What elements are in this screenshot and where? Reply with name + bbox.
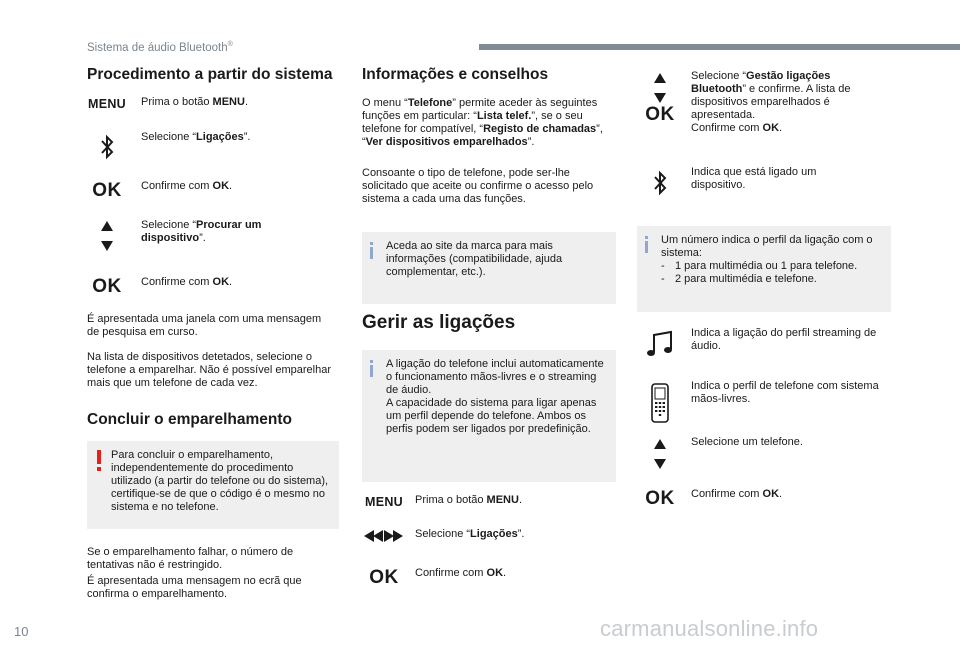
step-bluetooth: Selecione “Ligações”. — [87, 130, 337, 164]
para-mensagem: É apresentada uma mensagem no ecrã que confirma o emparelhamento. — [87, 575, 302, 600]
para-menu-telefone: O menu “Telefone” permite aceder às seguintes funções em particular: “Lista telef.”, se o seu telefone for compatível, “Registo de chamadas”, “Ver dispositivos emparelhados”. — [362, 97, 603, 148]
running-header: Sistema de áudio Bluetooth® — [87, 41, 233, 54]
step-ok-4: OK Confirme com OK. — [640, 486, 890, 510]
bluetooth-icon — [87, 130, 127, 164]
up-down-arrows-icon — [640, 70, 680, 106]
para-consoante: Consoante o tipo de telefone, pode ser-lhe solicitado que aceite ou confirme o acesso pelo sistema a cada uma das funções. — [362, 167, 594, 205]
step-menu: MENU Prima o botão MENU. — [87, 94, 337, 116]
info-box-2 — [362, 350, 616, 482]
ok-button-icon: OK — [645, 487, 675, 509]
page-number: 10 — [14, 624, 29, 639]
info-box-1 — [362, 232, 616, 304]
ok-button-icon: OK — [92, 275, 122, 297]
step-selecione-telefone: Selecione um telefone. — [640, 436, 890, 472]
para-janela: É apresentada uma janela com uma mensagem de pesquisa em curso. — [87, 313, 322, 338]
step-ok-3: OK Confirme com OK. — [362, 565, 616, 589]
bluetooth-icon — [640, 166, 680, 200]
watermark: carmanualsonline.info — [600, 616, 819, 641]
step-ok-2: OK Confirme com OK. — [87, 274, 337, 298]
heading-procedimento: Procedimento a partir do sistema — [87, 66, 333, 83]
info-text-2: A ligação do telefone inclui automaticamente o funcionamento mãos-livres e o streaming de áudio. A capacidade do sistema para ligar apenas um perfil depende do telefone. Ambos os perfis podem ser ligados por predefinição. — [386, 358, 604, 435]
step-streaming: Indica a ligação do perfil streaming de áudio. — [640, 327, 890, 361]
step-up-down: Selecione “Procurar um dispositivo”. — [87, 218, 337, 254]
menu-button-icon: MENU — [87, 96, 126, 111]
ok-button-icon: OK — [92, 179, 122, 201]
up-down-arrows-icon — [640, 436, 680, 472]
ok-button-icon: OK — [645, 103, 675, 125]
para-falhar: Se o emparelhamento falhar, o número de tentativas não é restringido. — [87, 546, 294, 571]
step-gestao: Selecione “Gestão ligações Bluetooth” e confirme. A lista de dispositivos emparelhados é apresentada. Confirme com OK. — [640, 70, 890, 106]
menu-button-icon: MENU — [364, 494, 403, 509]
left-right-arrows-icon — [362, 526, 406, 546]
ok-icon-row — [640, 102, 680, 126]
warning-text: Para concluir o emparelhamento, independentemente do procedimento utilizado (a partir do telefone ou do sistema), certifique-se de que o código é o mesmo no sistema e no telefone. — [111, 449, 329, 513]
heading-concluir: Concluir o emparelhamento — [87, 411, 292, 428]
step-menu-2: MENU Prima o botão MENU. — [362, 492, 616, 514]
info-text-3: Um número indica o perfil da ligação com o sistema: - 1 para multimédia ou 1 para telefone. - 2 para multimédia e telefone. — [661, 234, 873, 285]
warning-box — [87, 441, 339, 529]
music-note-icon — [640, 327, 680, 361]
para-lista: Na lista de dispositivos detetados, selecione o telefone a emparelhar. Não é possível emparelhar mais que um telefone de cada vez. — [87, 351, 331, 389]
step-ligado: Indica que está ligado um dispositivo. — [640, 166, 890, 200]
step-ok-1: OK Confirme com OK. — [87, 178, 337, 202]
heading-informacoes: Informações e conselhos — [362, 66, 549, 83]
phone-handset-icon — [640, 380, 680, 426]
step-left-right: Selecione “Ligações”. — [362, 526, 616, 548]
info-box-3 — [637, 226, 891, 312]
heading-gerir: Gerir as ligações — [362, 312, 516, 333]
up-down-arrows-icon — [87, 218, 127, 254]
ok-button-icon: OK — [369, 566, 399, 588]
warning-icon — [95, 450, 103, 476]
step-maos-livres: Indica o perfil de telefone com sistema mãos-livres. — [640, 380, 890, 426]
header-bar — [479, 44, 960, 50]
info-text-1: Aceda ao site da marca para mais informações (compatibilidade, ajuda complementar, etc.). — [386, 240, 563, 278]
